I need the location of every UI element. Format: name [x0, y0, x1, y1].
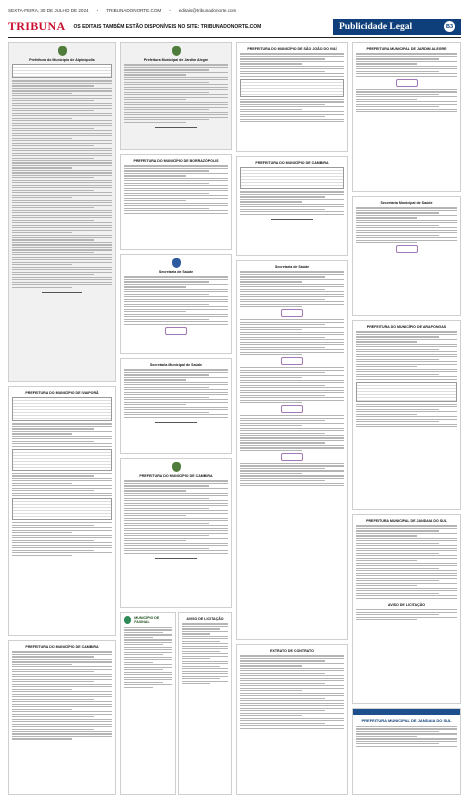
- notice-title: Secretaria Municipal de Saúde: [150, 363, 202, 367]
- separator: •: [169, 7, 171, 13]
- notice-body: [240, 319, 344, 355]
- notice-body: [356, 207, 457, 243]
- website-link[interactable]: TRIBUNADONORTE.COM: [106, 7, 162, 13]
- seal-stamp: [396, 79, 418, 87]
- signature-line: [42, 292, 82, 293]
- date-line: SEXTA-FEIRA, 30 DE JULHO DE 2024: [8, 7, 89, 13]
- coat-of-arms-icon: [172, 258, 181, 268]
- notice-table: [240, 79, 344, 97]
- notice-body: [124, 369, 228, 417]
- notice-title: PREFEITURA MUNICIPAL DE JANDAIA DO SUL: [366, 519, 447, 523]
- signature-line: [271, 219, 313, 220]
- notice-body: [356, 53, 457, 76]
- notice-title: Secretaria Municipal de Saúde: [380, 201, 433, 205]
- notice-saude-3: [236, 260, 348, 640]
- notice-body: [356, 525, 457, 598]
- header-bar: [353, 709, 460, 715]
- notice-cambira-3: [236, 156, 348, 256]
- section-title: Publicidade Legal: [339, 21, 413, 32]
- notice-jandaia-1: [352, 514, 461, 704]
- notice-table: [240, 167, 344, 189]
- notice-title: PREFEITURA DO MUNICÍPIO DE IVAIPORÃ: [25, 391, 99, 395]
- notice-body: [240, 415, 344, 451]
- notice-body: [356, 609, 457, 620]
- notice-body: [356, 726, 457, 747]
- header-tagline: OS EDITAIS TAMBÉM ESTÃO DISPONÍVEIS NO SITE: TRIBUNADONORTE.COM: [73, 23, 262, 30]
- seal-stamp: [281, 357, 303, 365]
- section-band: [333, 19, 461, 35]
- notice-cambira-2: [120, 458, 232, 608]
- seal-stamp: [165, 327, 187, 335]
- notice-jardim-alegre: [120, 42, 232, 150]
- notice-jardim-alegre-2: [352, 42, 461, 192]
- notice-table: [12, 449, 112, 471]
- notice-saude: [120, 254, 232, 354]
- notice-title: AVISO DE LICITAÇÃO: [186, 617, 224, 621]
- notice-table: [12, 397, 112, 421]
- notice-title: PREFEITURA DO MUNICÍPIO DE CAMBIRA: [25, 645, 99, 649]
- notice-title: Prefeitura do Município de Alpinópolis: [29, 58, 95, 62]
- notice-body: [12, 423, 112, 446]
- notice-jandaia-2: [352, 708, 461, 795]
- brand-name: MUNICÍPIO DE FAXINAL: [134, 616, 160, 624]
- notice-aviso-licitacao: [178, 612, 232, 795]
- notice-body: [356, 404, 457, 427]
- notice-title: Secretaria de Saúde: [274, 265, 310, 269]
- seal-stamp: [396, 245, 418, 253]
- page-header: [8, 16, 461, 38]
- notice-table: [12, 64, 112, 78]
- notice-body: [240, 99, 344, 122]
- newspaper-logo: TRIBUNA: [8, 19, 66, 33]
- notice-body: [356, 89, 457, 112]
- notice-body: [240, 463, 344, 486]
- notice-title: PREFEITURA MUNICIPAL DE JARDIM ALEGRE: [366, 47, 447, 51]
- notice-body: [12, 522, 112, 555]
- seal-stamp: [281, 405, 303, 413]
- notice-cambira: [8, 640, 116, 795]
- notice-body: [124, 480, 228, 553]
- email-link[interactable]: editais@tribunadonorte.com: [178, 7, 237, 13]
- notice-title: EXTRATO DE CONTRATO: [270, 649, 314, 653]
- notice-body: [12, 80, 112, 287]
- notice-body: [182, 623, 228, 684]
- notice-body: [124, 165, 228, 213]
- notice-title: PREFEITURA DO MUNICÍPIO DE CAMBIRA: [139, 474, 213, 478]
- notice-title: PREFEITURA MUNICIPAL DE JANDAIA DO SUL: [361, 718, 452, 723]
- seal-stamp: [281, 453, 303, 461]
- notice-body: [240, 367, 344, 403]
- notice-title: PREFEITURA DO MUNICÍPIO DE BORRAZÓPOLIS: [133, 159, 219, 163]
- notice-title: Prefeitura Municipal de Jardim Alegre: [143, 58, 209, 62]
- notice-alpinopolis: [8, 42, 116, 382]
- signature-line: [155, 558, 197, 559]
- notice-body: [240, 191, 344, 214]
- notice-body: [240, 655, 344, 728]
- notice-extrato-contrato: [236, 644, 348, 795]
- signature-line: [155, 127, 197, 128]
- notice-body: [240, 271, 344, 307]
- notice-body: [12, 651, 112, 739]
- faxinal-brand: [124, 616, 172, 624]
- notice-body: [356, 331, 457, 379]
- notice-title: PREFEITURA DO MUNICÍPIO DE CAMBIRA: [255, 161, 329, 165]
- notice-body: [12, 473, 112, 496]
- seal-stamp: [281, 309, 303, 317]
- notice-title: PREFEITURA DO MUNICÍPIO DE SÃO JOÃO DO IVAÍ: [247, 47, 337, 51]
- notice-body: [124, 627, 172, 688]
- coat-of-arms-icon: [58, 46, 67, 56]
- notice-body: [124, 276, 228, 324]
- notice-borrazopolis: [120, 154, 232, 250]
- coat-of-arms-icon: [172, 46, 181, 56]
- notice-title: Secretaria de Saúde: [158, 270, 194, 274]
- notice-body: [124, 64, 228, 122]
- notice-sao-joao-ivai: [236, 42, 348, 152]
- notice-title: PREFEITURA DO MUNICÍPIO DE ARAPONGAS: [366, 325, 447, 329]
- notice-saude-4: [352, 196, 461, 316]
- notice-table: [12, 498, 112, 520]
- notice-table: [356, 382, 457, 402]
- notice-ivaipora: [8, 386, 116, 636]
- notice-saude-2: [120, 358, 232, 454]
- notice-body: [240, 53, 344, 76]
- signature-line: [155, 422, 197, 423]
- notice-subtitle: AVISO DE LICITAÇÃO: [387, 602, 426, 607]
- separator: •: [96, 7, 99, 13]
- notice-faxinal: [120, 612, 176, 795]
- masthead-topline: [8, 5, 461, 15]
- page-number: B3: [444, 21, 455, 32]
- notice-arapongas: [352, 320, 461, 510]
- brand-logo-icon: [124, 616, 131, 624]
- coat-of-arms-icon: [172, 462, 181, 472]
